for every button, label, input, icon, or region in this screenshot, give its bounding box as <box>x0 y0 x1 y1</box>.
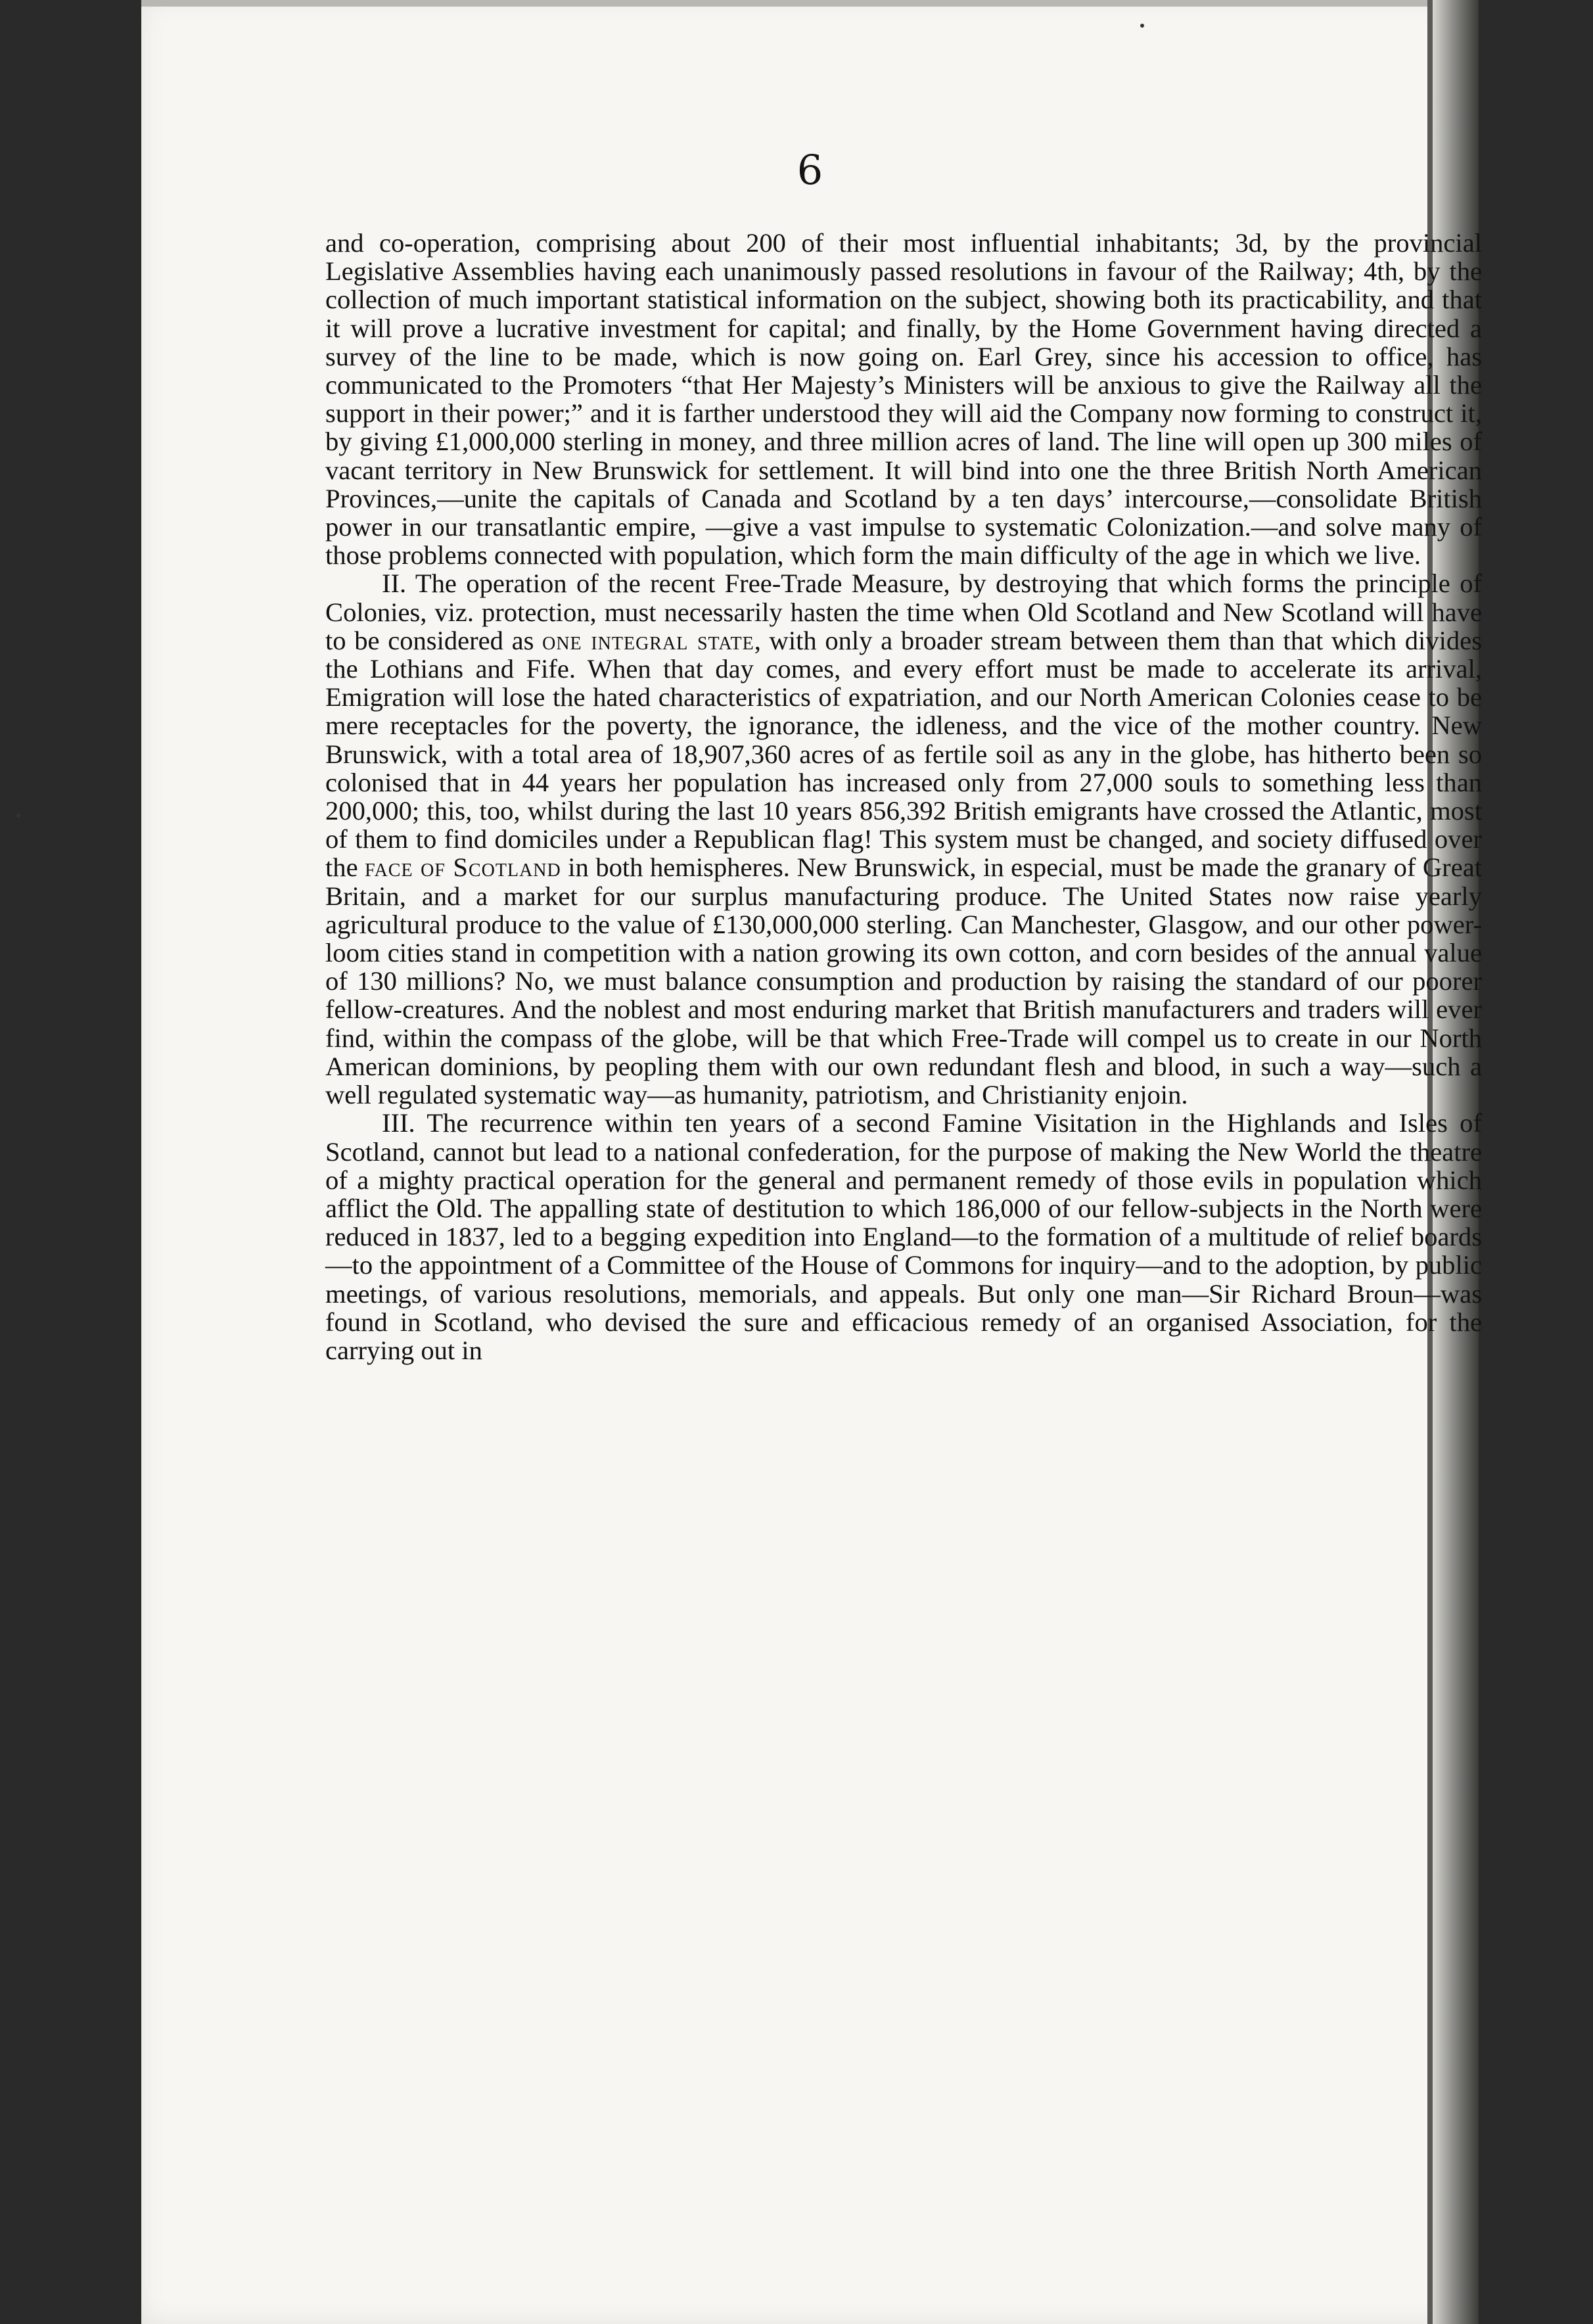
body-text <box>325 229 1482 1364</box>
paragraph-text: The operation of the recent Free-Trade Measure, by destroying that which forms the principle of Colonies, viz. protection, must necessarily hasten the time when Old Scotland and New Scotland will have to be considered as <box>325 569 1482 655</box>
section-numeral: II. <box>382 569 407 599</box>
paragraph-text: and co-operation, comprising about 200 of their most influential inhabitants; 3d, by the provincial Legislative Assemblies having each unanimously passed resolutions in favour of the Railway; 4th, by the collection of much important statistical information on the subject, showing both its practicability, and that it will prove a lucrative investment for capital; and finally, by the Home Government having directed a survey of the line to be made, which is now going on. Earl Grey, since his accession to office, has communicated to the Promoters “that Her Majesty’s Ministers will be anxious to give the Railway all the support in their power;” and it is farther understood they will aid the Company now forming to construct it, by giving £1,000,000 sterling in money, and three million acres of land. The line will open up 300 miles of vacant territory in New Brunswick for settlement. It will bind into one the three British North American Provinces,—unite the capitals of Canada and Scotland by a ten days’ intercourse,—consolidate British power in our transatlantic empire, —give a vast impulse to systematic Colonization.—and solve many of those problems connected with population, which form the main difficulty of the age in which we live. <box>325 228 1482 570</box>
paragraph-text: , with only a broader stream between them than that which divides the Lothians and Fife. When that day comes, and every effort must be made to accelerate its arrival, Emigration will lose the hated characteristics of expatriation, and our North American Colonies cease to be mere receptacles for the poverty, the ignorance, the idleness, and the vice of the mother country. New Brunswick, with a total area of 18,907,360 acres of as fertile soil as any in the globe, has hitherto been so colonised that in 44 years her population has increased only from 27,000 souls to something less than 200,000; this, too, whilst during the last 10 years 856,392 British emigrants have crossed the Atlantic, most of them to find domiciles under a Republican flag! This system must be changed, and society diffused over the <box>325 625 1482 883</box>
scan-speck <box>16 814 20 818</box>
paragraph-section-ii <box>325 569 1482 1109</box>
small-caps-phrase: face of Scotland <box>365 852 561 883</box>
paragraph-continuation <box>325 229 1482 569</box>
scan-speck <box>1140 24 1144 28</box>
section-numeral: III. <box>382 1108 415 1138</box>
paragraph-text: The recurrence within ten years of a second Famine Visitation in the Highlands and Isles of Scotland, cannot but lead to a national confederation, for the purpose of making the New World the theatre of a mighty practical operation for the general and permanent remedy of those evils in population which afflict the Old. The appalling state of destitution to which 186,000 of our fellow-subjects in the North were reduced in 1837, led to a begging expedition into England—to the formation of a multitude of relief boards—to the appointment of a Committee of the House of Commons for inquiry—and to the adoption, by public meetings, of various resolutions, memorials, and appeals. But only one man—Sir Richard Broun—was found in Scotland, who devised the sure and efficacious remedy of an organised Association, for the carrying out in <box>325 1108 1482 1365</box>
page-number: 6 <box>796 146 823 194</box>
paragraph-section-iii <box>325 1109 1482 1364</box>
small-caps-phrase: one integral state <box>542 625 754 655</box>
book-page <box>141 0 1482 2324</box>
page-top-edge <box>141 0 1479 7</box>
paragraph-text: in both hemispheres. New Brunswick, in especial, must be made the granary of Great Britain, and a market for our surplus manufacturing produce. The United States now raise yearly agricultural produce to the value of £130,000,000 sterling. Can Manchester, Glasgow, and our other power-loom cities stand in competition with a nation growing its own cotton, and corn besides of the annual value of 130 millions? No, we must balance consumption and production by raising the standard of our poorer fellow-creatures. And the noblest and most enduring market that British manufacturers and traders will ever find, within the compass of the globe, will be that which Free-Trade will compel us to create in our North American dominions, by peopling them with our own redundant flesh and blood, in such a way—such a well regulated systematic way—as humanity, patriotism, and Christianity enjoin. <box>325 852 1482 1110</box>
